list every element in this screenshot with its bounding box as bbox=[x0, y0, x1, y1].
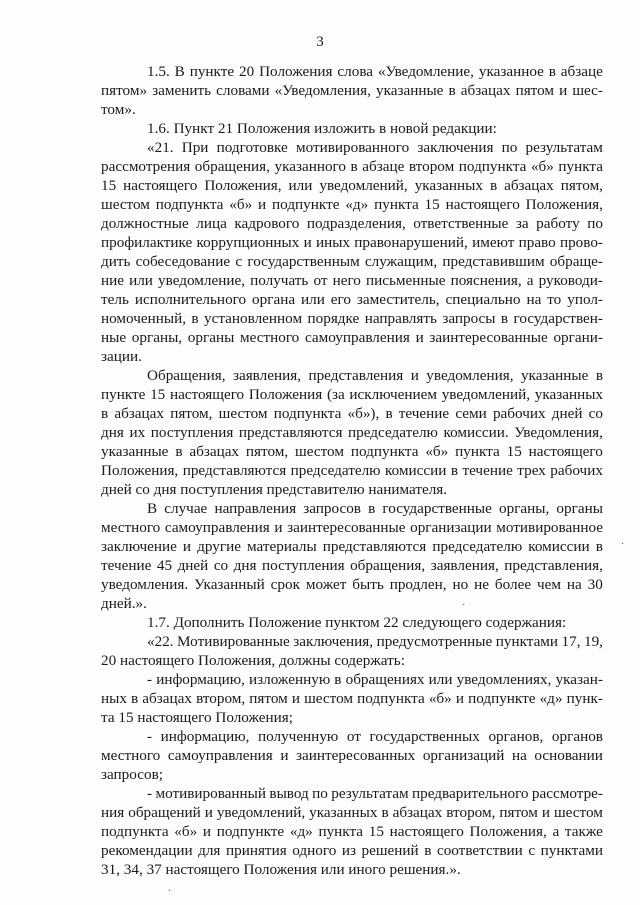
text-line: - мотивированный вывод по результатам предварительного рассмотре- bbox=[147, 785, 603, 802]
text-line: указанные в абзацах пятом, шестом подпункта «б» пункта 15 настоящего bbox=[101, 443, 603, 460]
text-line: пятом» заменить словами «Уведомления, указанные в абзацах пятом и шес- bbox=[101, 82, 603, 99]
text-line: ния обращений и уведомлений, указанных в абзацах втором, пятом и шестом bbox=[101, 804, 603, 821]
paragraph bbox=[101, 727, 603, 784]
paragraph bbox=[101, 119, 603, 138]
text-line: течение 45 дней со дня поступления обращения, заявления, представления, bbox=[101, 557, 603, 574]
paragraph bbox=[101, 613, 603, 632]
text-line: рекомендации для принятия одного из решений в соответствии с пунктами bbox=[101, 842, 603, 859]
text-line: дня их поступления представляются председателю комиссии. Уведомления, bbox=[101, 424, 603, 441]
paragraph bbox=[101, 499, 603, 613]
text-line: - информацию, изложенную в обращениях или уведомлениях, указан- bbox=[147, 671, 603, 688]
text-line: ные органы, органы местного самоуправления и заинтересованные органи- bbox=[101, 329, 603, 346]
text-line: ных в абзацах втором, пятом и шестом подпункта «б» и подпункте «д» пунк- bbox=[101, 690, 603, 707]
text-line: 1.6. Пункт 21 Положения изложить в новой редакции: bbox=[147, 120, 497, 137]
text-line: дней со дня поступления представителю нанимателя. bbox=[101, 481, 448, 498]
text-line: номоченный, в установленном порядке направлять запросы в государствен- bbox=[101, 310, 603, 327]
text-line: запросов; bbox=[101, 766, 163, 783]
text-line: должностные лица кадрового подразделения, ответственные за работу по bbox=[101, 215, 603, 232]
text-line: подпункта «б» и подпункте «д» пункта 15 настоящего Положения, а также bbox=[101, 823, 603, 840]
text-line: 1.7. Дополнить Положение пунктом 22 следующего содержания: bbox=[147, 614, 567, 631]
text-line: заключение и другие материалы представляются председателю комиссии в bbox=[101, 538, 603, 555]
scan-speck-right: · bbox=[621, 539, 625, 550]
text-line: «22. Мотивированные заключения, предусмотренные пунктами 17, 19, bbox=[147, 633, 603, 650]
text-line: 1.5. В пункте 20 Положения слова «Уведомление, указанное в абзаце bbox=[147, 63, 603, 80]
text-line: в абзацах пятом, шестом подпункта «б»), в течение семи рабочих дней со bbox=[101, 405, 603, 422]
text-line: шестом подпункта «б» и подпункте «д» пункта 15 настоящего Положения, bbox=[101, 196, 603, 213]
text-line: профилактике коррупционных и иных правонарушений, имеют право прово- bbox=[101, 234, 603, 251]
page-number: 3 bbox=[316, 34, 324, 50]
text-line: местного самоуправления и заинтересованных организаций на основании bbox=[101, 747, 603, 764]
scan-speck-middle: · bbox=[462, 600, 466, 611]
text-line: пункте 15 настоящего Положения (за исключением уведомлений, указанных bbox=[101, 386, 603, 403]
text-line: «21. При подготовке мотивированного заключения по результатам bbox=[147, 139, 603, 156]
text-line: ние или уведомление, получать от него письменные пояснения, а руководи- bbox=[101, 272, 603, 289]
paragraph bbox=[101, 670, 603, 727]
text-line: - информацию, полученную от государственных органов, органов bbox=[147, 728, 603, 745]
paragraph bbox=[101, 138, 603, 366]
paragraph bbox=[101, 62, 603, 119]
paragraph bbox=[101, 784, 603, 879]
text-line: дить собеседование с государственным служащим, представившим обраще- bbox=[101, 253, 603, 270]
text-line: В случае направления запросов в государственные органы, органы bbox=[147, 500, 603, 517]
text-line: 31, 34, 37 настоящего Положения или иного решения.». bbox=[101, 861, 461, 878]
document-body bbox=[101, 62, 603, 879]
text-line: том». bbox=[101, 101, 136, 118]
paragraph bbox=[101, 632, 603, 670]
text-line: 15 настоящего Положения, или уведомлений, указанных в абзацах пятом, bbox=[101, 177, 603, 194]
text-line: Обращения, заявления, представления и уведомления, указанные в bbox=[147, 367, 603, 384]
text-line: рассмотрения обращения, указанного в абзаце втором подпункта «б» пункта bbox=[101, 158, 603, 175]
text-line: дней.». bbox=[101, 595, 147, 612]
text-line: 20 настоящего Положения, должны содержать: bbox=[101, 652, 405, 669]
text-line: та 15 настоящего Положения; bbox=[101, 709, 294, 726]
text-line: зации. bbox=[101, 348, 142, 365]
text-line: Положения, представляются председателю комиссии в течение трех рабочих bbox=[101, 462, 603, 479]
paragraph bbox=[101, 366, 603, 499]
text-line: тель исполнительного органа или его заместитель, специально на то упол- bbox=[101, 291, 603, 308]
text-line: уведомления. Указанный срок может быть продлен, но не более чем на 30 bbox=[101, 576, 603, 593]
text-line: местного самоуправления и заинтересованные организации мотивированное bbox=[101, 519, 603, 536]
scan-speck-bottom: · bbox=[168, 886, 172, 897]
